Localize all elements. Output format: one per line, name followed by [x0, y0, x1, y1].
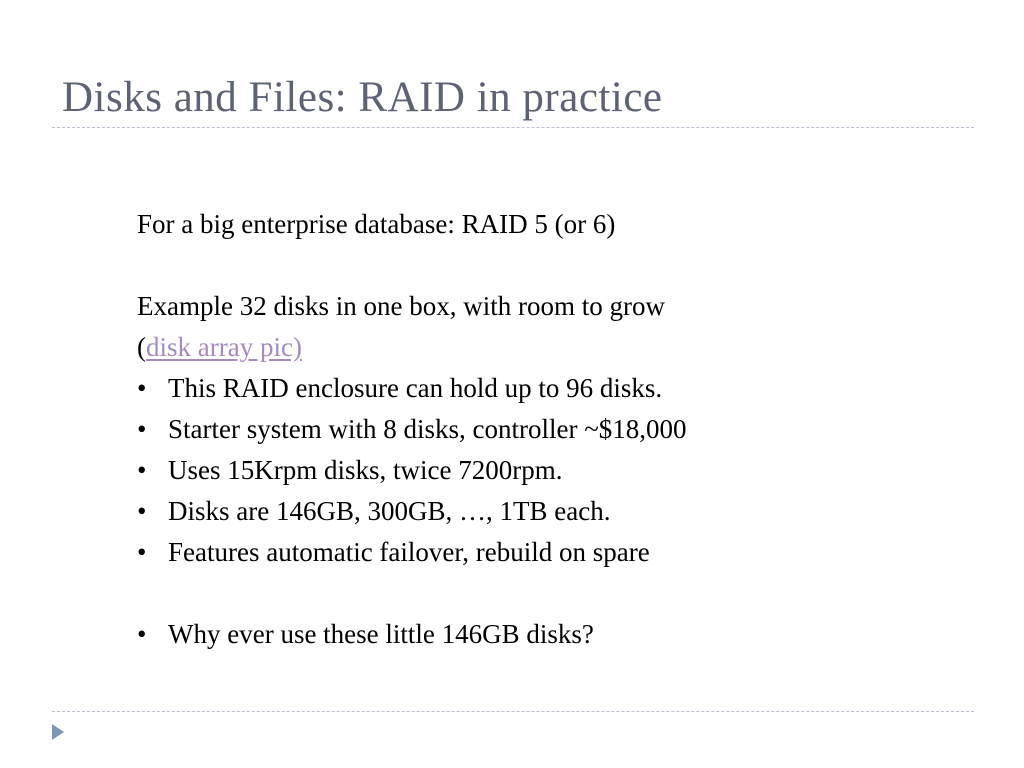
- play-triangle-icon[interactable]: [50, 722, 66, 742]
- question-text: Why ever use these little 146GB disks?: [168, 619, 594, 649]
- bullet-item: [137, 532, 997, 573]
- bullet-item: [137, 409, 997, 450]
- footer-divider: [52, 711, 974, 712]
- spacer: [137, 573, 997, 614]
- bullet-text: Features automatic failover, rebuild on spare: [168, 537, 650, 567]
- title-divider: [52, 127, 974, 128]
- disk-array-pic-link[interactable]: disk array pic): [146, 332, 302, 362]
- bullet-item: [137, 450, 997, 491]
- bullet-symbol: •: [137, 619, 147, 649]
- bullet-text: Uses 15Krpm disks, twice 7200rpm.: [168, 455, 563, 485]
- bullet-text: Disks are 146GB, 300GB, …, 1TB each.: [168, 496, 611, 526]
- intro-line: For a big enterprise database: RAID 5 (or 6): [137, 209, 616, 239]
- bullet-symbol: •: [137, 414, 147, 444]
- spacer: [137, 245, 997, 286]
- slide-title: Disks and Files: RAID in practice: [62, 74, 663, 121]
- link-line: [137, 327, 997, 368]
- bullet-symbol: •: [137, 455, 147, 485]
- bullet-symbol: •: [137, 537, 147, 567]
- link-open-paren: (: [137, 332, 146, 362]
- bullet-text: This RAID enclosure can hold up to 96 disks.: [168, 373, 663, 403]
- slide-body: [137, 204, 997, 655]
- example-line: Example 32 disks in one box, with room to grow: [137, 291, 665, 321]
- bullet-symbol: •: [137, 496, 147, 526]
- bullet-item-question: [137, 614, 997, 655]
- bullet-text: Starter system with 8 disks, controller ~$18,000: [168, 414, 687, 444]
- bullet-item: [137, 491, 997, 532]
- bullet-item: [137, 368, 997, 409]
- bullet-symbol: •: [137, 373, 147, 403]
